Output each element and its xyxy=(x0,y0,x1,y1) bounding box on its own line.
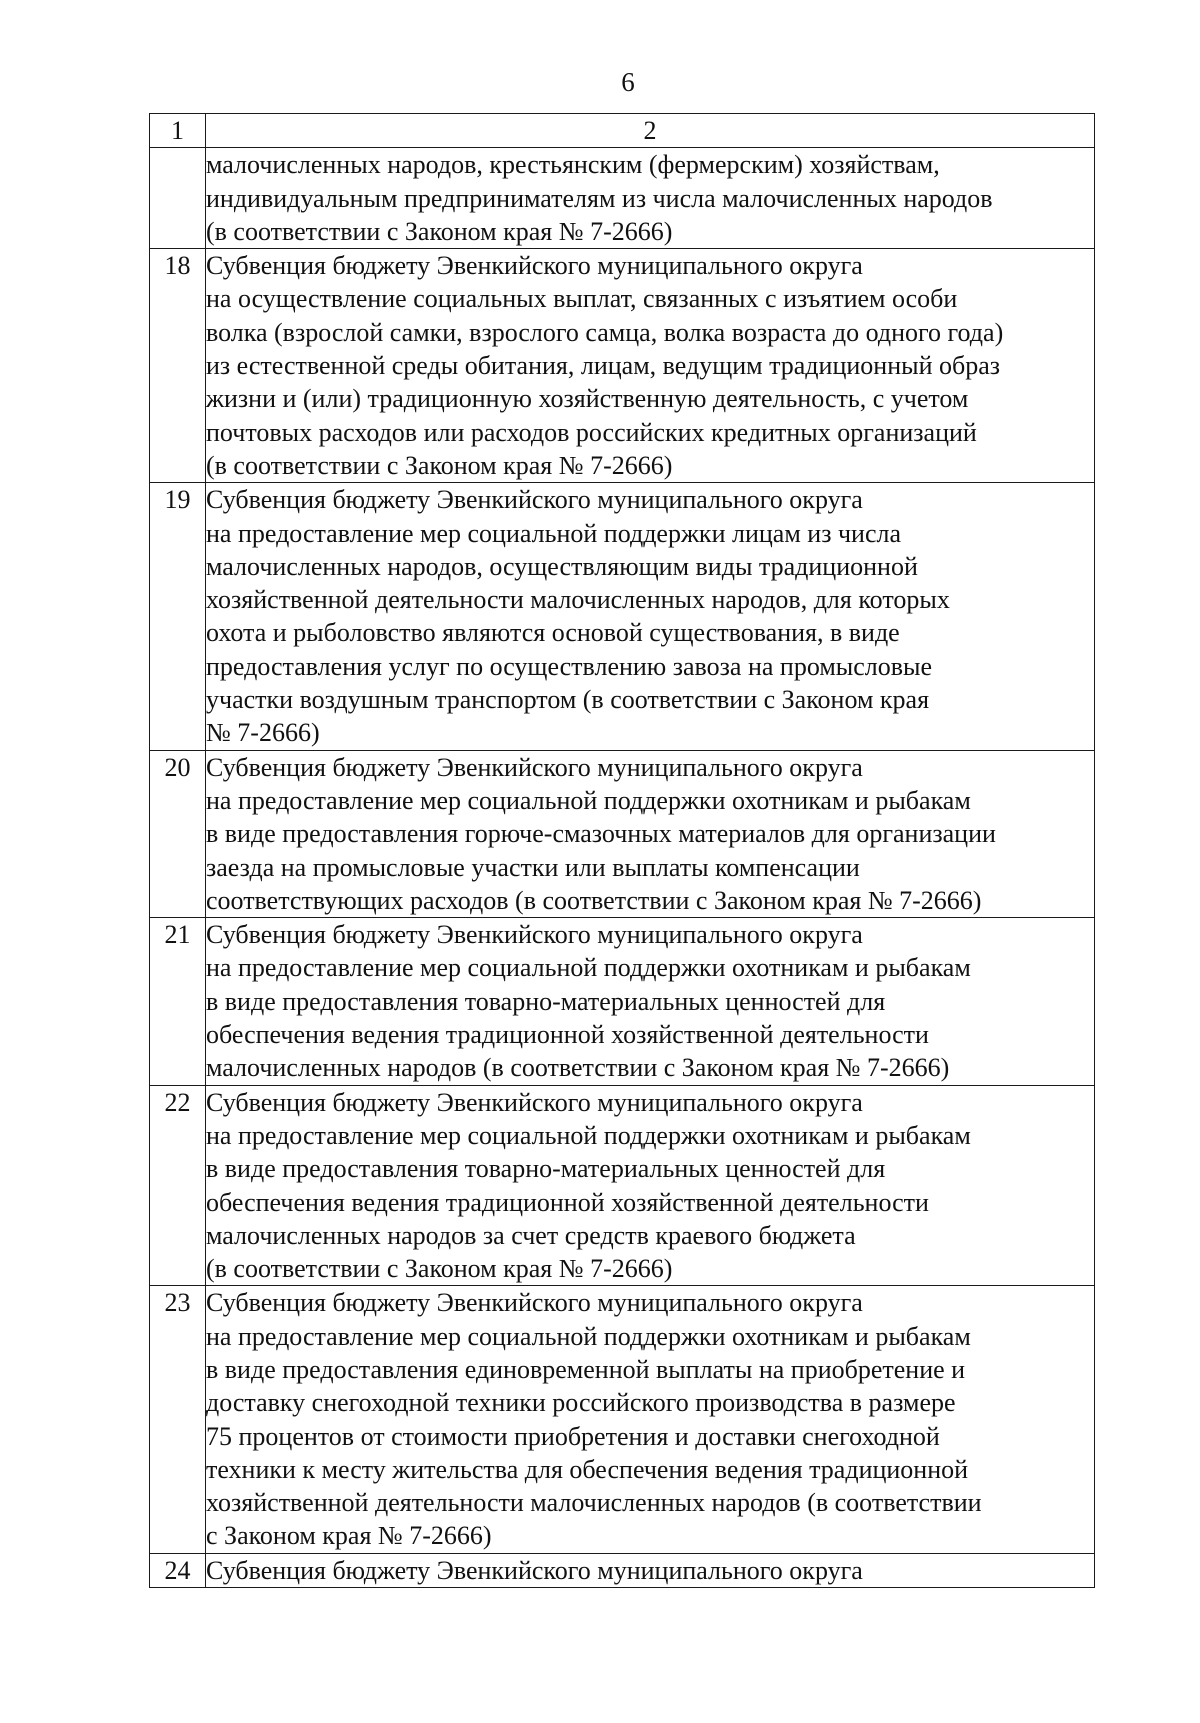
row-number: 23 xyxy=(150,1286,206,1553)
description-line: обеспечения ведения традиционной хозяйственной деятельности xyxy=(206,1020,929,1050)
row-number: 19 xyxy=(150,483,206,750)
description-line: 75 процентов от стоимости приобретения и доставки снегоходной xyxy=(206,1421,940,1451)
description-line: (в соответствии с Законом края № 7-2666) xyxy=(206,216,673,246)
header-col-text: 2 xyxy=(206,114,1095,148)
table-row xyxy=(150,483,1095,750)
description-line: Субвенция бюджету Эвенкийского муниципального округа xyxy=(206,485,863,515)
table-row xyxy=(150,1553,1095,1587)
row-number: 24 xyxy=(150,1553,206,1587)
description-line: Субвенция бюджету Эвенкийского муниципального округа xyxy=(206,752,863,782)
table-row xyxy=(150,1085,1095,1286)
description-line: с Законом края № 7-2666) xyxy=(206,1521,492,1551)
description-line: малочисленных народов, крестьянским (фермерским) хозяйствам, xyxy=(206,150,940,180)
description-line: на предоставление мер социальной поддержки охотникам и рыбакам xyxy=(206,1120,971,1150)
description-line: на осуществление социальных выплат, связанных с изъятием особи xyxy=(206,284,958,314)
description-line: Субвенция бюджету Эвенкийского муниципального округа xyxy=(206,1288,863,1318)
row-number: 20 xyxy=(150,750,206,917)
table-row xyxy=(150,1286,1095,1553)
description-line: (в соответствии с Законом края № 7-2666) xyxy=(206,450,673,480)
table-header-row xyxy=(150,114,1095,148)
row-description xyxy=(206,1085,1095,1286)
header-col-number: 1 xyxy=(150,114,206,148)
description-line: на предоставление мер социальной поддержки охотникам и рыбакам xyxy=(206,785,971,815)
row-description xyxy=(206,483,1095,750)
description-line: № 7-2666) xyxy=(206,718,320,748)
table-row-continuation xyxy=(150,148,1095,249)
description-line: Субвенция бюджету Эвенкийского муниципального округа xyxy=(206,920,863,950)
description-line: в виде предоставления горюче-смазочных материалов для организации xyxy=(206,819,996,849)
description-line: индивидуальным предпринимателям из числа малочисленных народов xyxy=(206,183,993,213)
description-line: участки воздушным транспортом (в соответствии с Законом края xyxy=(206,685,930,715)
description-line: малочисленных народов, осуществляющим виды традиционной xyxy=(206,551,918,581)
description-line: Субвенция бюджету Эвенкийского муниципального округа xyxy=(206,1087,863,1117)
page-number: 6 xyxy=(621,67,635,97)
description-line: Субвенция бюджету Эвенкийского муниципального округа xyxy=(206,251,863,281)
description-line: предоставления услуг по осуществлению завоза на промысловые xyxy=(206,651,933,681)
description-line: из естественной среды обитания, лицам, ведущим традиционный образ xyxy=(206,351,1001,381)
description-line: доставку снегоходной техники российского производства в размере xyxy=(206,1388,956,1418)
row-description xyxy=(206,148,1095,249)
description-line: жизни и (или) традиционную хозяйственную деятельность, с учетом xyxy=(206,384,969,414)
description-line: малочисленных народов (в соответствии с Законом края № 7-2666) xyxy=(206,1053,950,1083)
description-line: заезда на промысловые участки или выплаты компенсации xyxy=(206,852,860,882)
row-description xyxy=(206,249,1095,483)
description-line: хозяйственной деятельности малочисленных народов (в соответствии xyxy=(206,1488,982,1518)
description-line: Субвенция бюджету Эвенкийского муниципального округа xyxy=(206,1555,863,1585)
row-number xyxy=(150,148,206,249)
description-line: волка (взрослой самки, взрослого самца, волка возраста до одного года) xyxy=(206,317,1004,347)
description-line: соответствующих расходов (в соответствии с Законом края № 7-2666) xyxy=(206,885,982,915)
description-line: на предоставление мер социальной поддержки охотникам и рыбакам xyxy=(206,1321,971,1351)
description-line: техники к месту жительства для обеспечения ведения традиционной xyxy=(206,1454,969,1484)
description-line: в виде предоставления товарно-материальных ценностей для xyxy=(206,1154,886,1184)
description-line: в виде предоставления единовременной выплаты на приобретение и xyxy=(206,1354,966,1384)
description-line: малочисленных народов за счет средств краевого бюджета xyxy=(206,1220,856,1250)
description-line: на предоставление мер социальной поддержки охотникам и рыбакам xyxy=(206,953,971,983)
row-number: 22 xyxy=(150,1085,206,1286)
row-description xyxy=(206,918,1095,1085)
description-line: (в соответствии с Законом края № 7-2666) xyxy=(206,1254,673,1284)
table-row xyxy=(150,750,1095,917)
description-line: охота и рыболовство являются основой существования, в виде xyxy=(206,618,900,648)
row-description xyxy=(206,1286,1095,1553)
description-line: почтовых расходов или расходов российских кредитных организаций xyxy=(206,417,977,447)
table-row xyxy=(150,249,1095,483)
subvention-table xyxy=(149,113,1095,1588)
row-number: 18 xyxy=(150,249,206,483)
table-row xyxy=(150,918,1095,1085)
row-description xyxy=(206,750,1095,917)
table-body xyxy=(150,114,1095,1588)
description-line: хозяйственной деятельности малочисленных народов, для которых xyxy=(206,585,950,615)
row-description xyxy=(206,1553,1095,1587)
row-number: 21 xyxy=(150,918,206,1085)
description-line: на предоставление мер социальной поддержки лицам из числа xyxy=(206,518,902,548)
description-line: в виде предоставления товарно-материальных ценностей для xyxy=(206,986,886,1016)
description-line: обеспечения ведения традиционной хозяйственной деятельности xyxy=(206,1187,929,1217)
